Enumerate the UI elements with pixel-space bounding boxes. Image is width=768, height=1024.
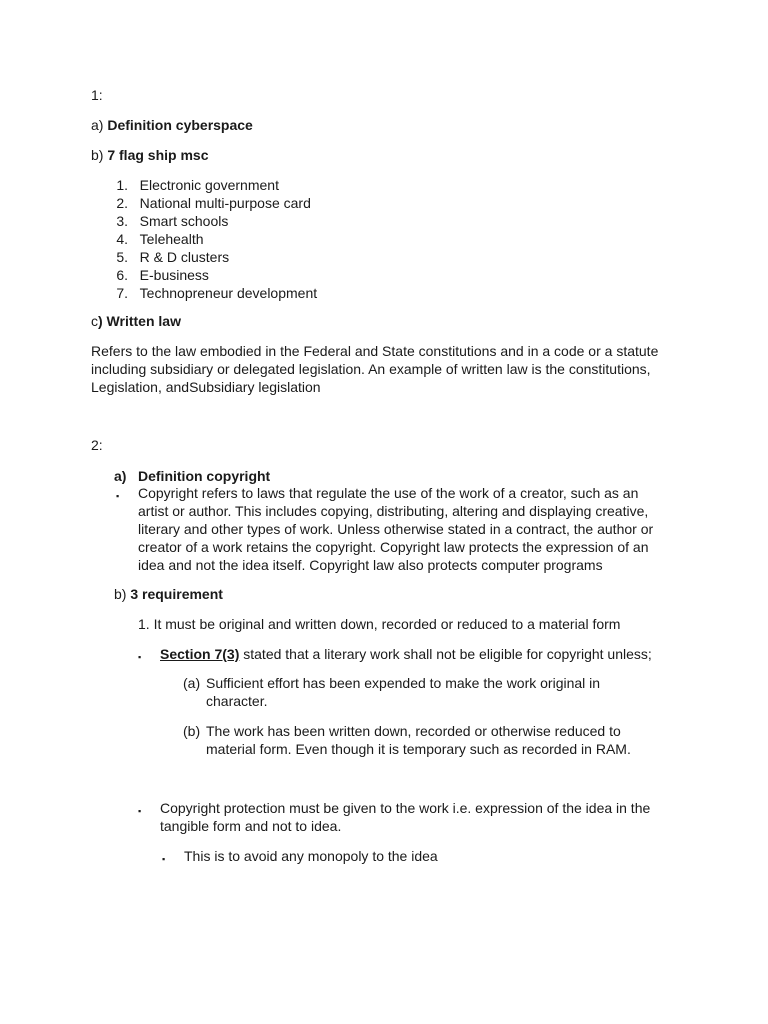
bullet-icon: ▪: [138, 652, 142, 662]
section-1a-title: Definition cyberspace: [107, 117, 253, 133]
paragraph-line: The work has been written down, recorded or otherwise reduced to: [206, 723, 621, 739]
section-1b-title: 7 flag ship msc: [107, 147, 209, 163]
list-item: 7. Technopreneur development: [116, 285, 318, 301]
section-reference-text: stated that a literary work shall not be eligible for copyright unless;: [239, 646, 652, 662]
paragraph-line: literary and other types of work. Unless otherwise stated in a contract, the author or: [138, 521, 654, 537]
section-1a-prefix: a): [91, 117, 104, 133]
section-1c-title: ) Written law: [98, 313, 181, 329]
section-1c-prefix: c: [91, 313, 98, 329]
sub-item-a-text: [206, 674, 600, 710]
section-1a-heading: [91, 116, 253, 134]
paragraph-line: material form. Even though it is temporary such as recorded in RAM.: [206, 741, 631, 757]
protection-paragraph: [160, 799, 650, 835]
copyright-definition-paragraph: [138, 484, 653, 574]
section-2-number: 2:: [91, 437, 103, 453]
paragraph-line: Sufficient effort has been expended to make the work original in: [206, 675, 601, 691]
paragraph-line: character.: [206, 693, 268, 709]
list-item: 6. E-business: [116, 267, 209, 283]
list-item: 3. Smart schools: [116, 213, 229, 229]
section-1b-prefix: b): [91, 147, 104, 163]
sub-item-b-label: (b): [183, 723, 201, 739]
paragraph-line: Copyright protection must be given to the work i.e. expression of the idea in the: [160, 800, 651, 816]
list-item: 2. National multi-purpose card: [116, 195, 311, 211]
paragraph-line: artist or author. This includes copying, distributing, altering and displaying creative,: [138, 503, 649, 519]
section-2b-title: 3 requirement: [130, 586, 223, 602]
list-item: 5. R & D clusters: [116, 249, 230, 265]
requirement-1: 1. It must be original and written down, recorded or reduced to a material form: [138, 616, 621, 632]
paragraph-line: including subsidiary or delegated legislation. An example of written law is the constitutions,: [91, 361, 651, 377]
list-item: 1. Electronic government: [116, 177, 279, 193]
paragraph-line: creator of a work retains the copyright. Copyright law protects the expression of an: [138, 539, 649, 555]
section-2b-heading: [114, 585, 223, 603]
bullet-icon: ▪: [162, 854, 166, 864]
sub-item-b-text: [206, 722, 631, 758]
section-1-number: 1:: [91, 87, 103, 103]
paragraph-line: Refers to the law embodied in the Federal and State constitutions and in a code or a statute: [91, 343, 659, 359]
written-law-paragraph: [91, 342, 658, 396]
bullet-icon: ▪: [138, 806, 142, 816]
section-2a-prefix: a): [114, 468, 127, 484]
section-7-3-statement: [160, 645, 652, 663]
paragraph-line: Copyright refers to laws that regulate the use of the work of a creator, such as an: [138, 485, 639, 501]
paragraph-line: tangible form and not to idea.: [160, 818, 342, 834]
section-1b-heading: [91, 146, 209, 164]
section-2b-prefix: b): [114, 586, 127, 602]
monopoly-statement: This is to avoid any monopoly to the idea: [184, 848, 438, 864]
flagship-list: [104, 176, 317, 302]
list-item: 4. Telehealth: [116, 231, 204, 247]
section-2a-title: Definition copyright: [138, 468, 271, 484]
section-2a-heading: [114, 467, 271, 485]
paragraph-line: Legislation, andSubsidiary legislation: [91, 379, 321, 395]
paragraph-line: idea and not the idea itself. Copyright law also protects computer programs: [138, 557, 603, 573]
section-1c-heading: [91, 312, 181, 330]
sub-item-a-label: (a): [183, 675, 201, 691]
bullet-icon: ▪: [116, 491, 120, 501]
section-reference: Section 7(3): [160, 646, 240, 662]
